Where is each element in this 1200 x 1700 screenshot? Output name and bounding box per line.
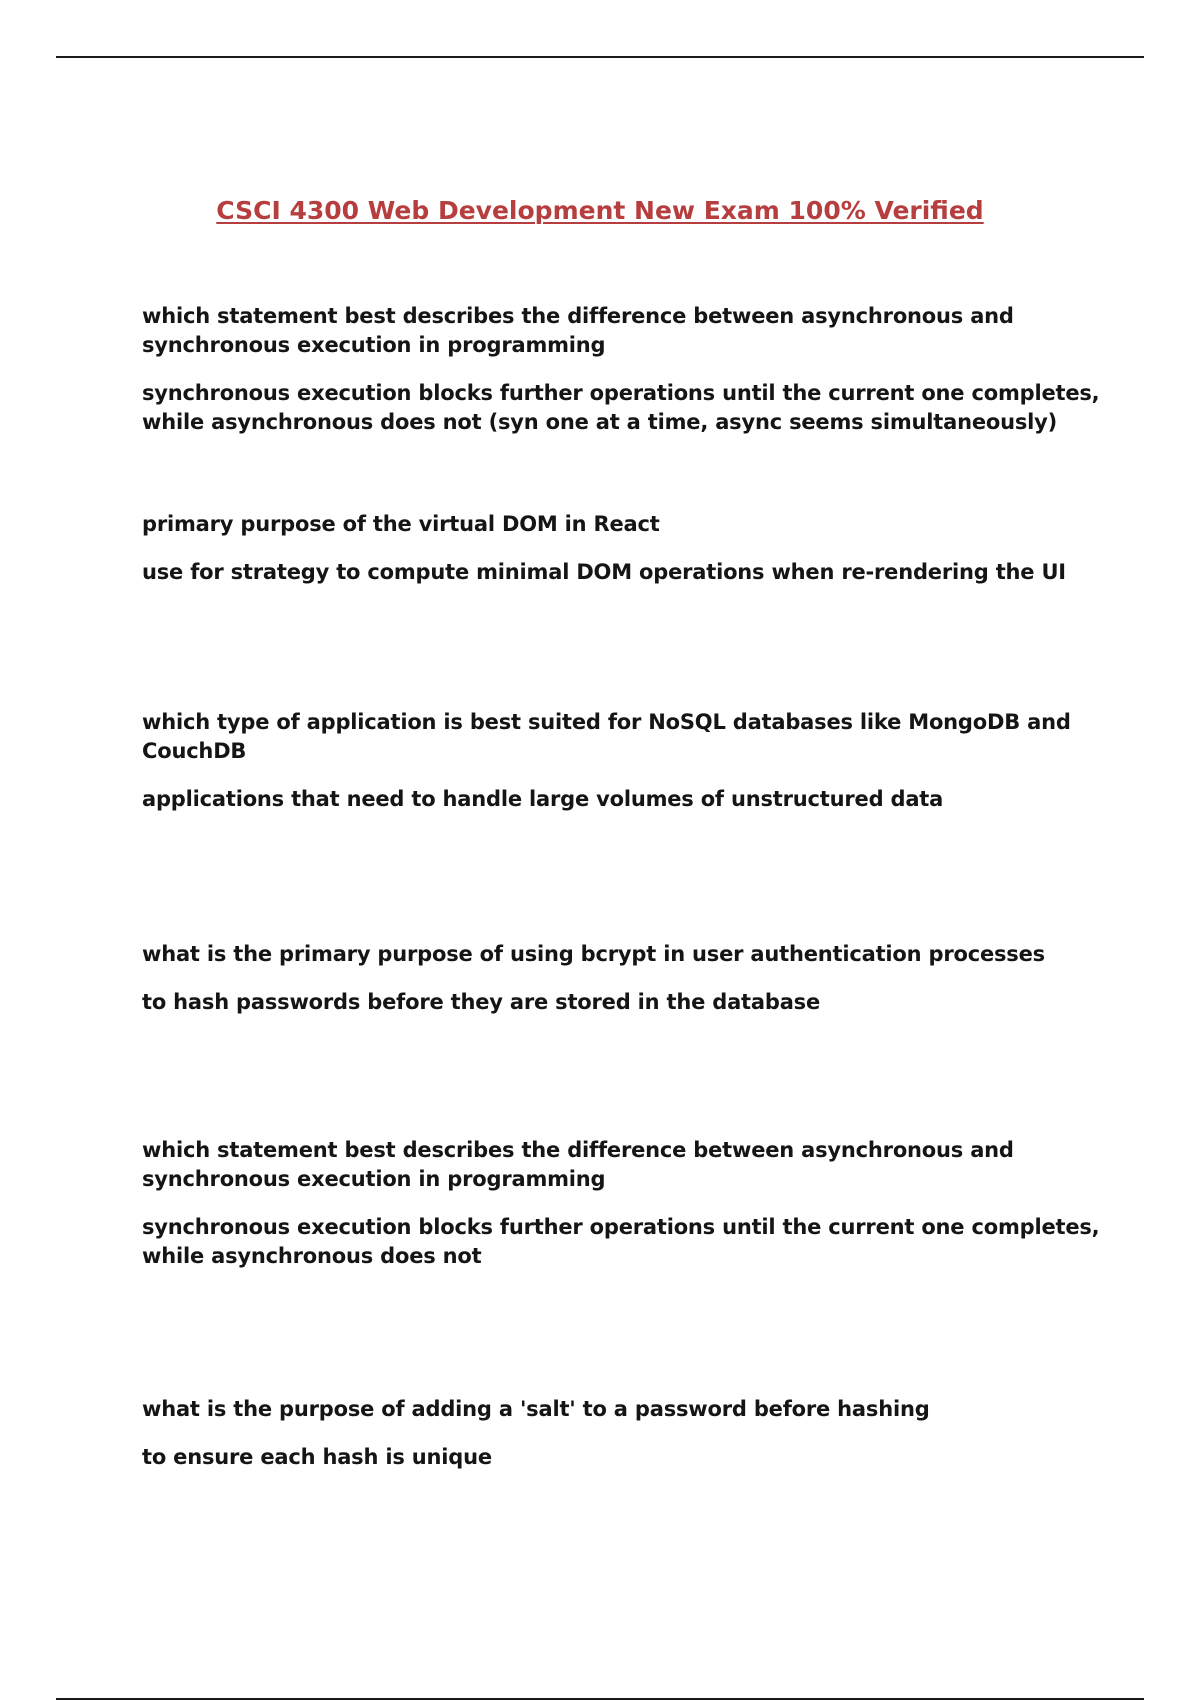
answer-text: to ensure each hash is unique — [142, 1445, 492, 1469]
answer-text: synchronous execution blocks further operations until the current one completes, while asynchronous does not — [142, 1215, 1100, 1268]
answer-text: use for strategy to compute minimal DOM operations when re-rendering the UI — [142, 560, 1066, 584]
answer-text: to hash passwords before they are stored in the database — [142, 990, 821, 1014]
qa-item — [142, 940, 1102, 1017]
qa-item — [142, 1395, 1102, 1472]
question-text: primary purpose of the virtual DOM in React — [142, 512, 660, 536]
question-text: which type of application is best suited for NoSQL databases like MongoDB and CouchDB — [142, 710, 1071, 763]
document-title-text: CSCI 4300 Web Development New Exam 100% Verified — [216, 196, 984, 225]
answer-text: synchronous execution blocks further operations until the current one completes, while asynchronous does not (syn one at a time, async seems simultaneously) — [142, 381, 1100, 434]
document-title — [0, 194, 1200, 228]
qa-item — [142, 708, 1102, 814]
qa-item — [142, 302, 1102, 437]
top-divider — [56, 56, 1144, 58]
answer-text: applications that need to handle large volumes of unstructured data — [142, 787, 944, 811]
question-text: which statement best describes the difference between asynchronous and synchronous execution in programming — [142, 1138, 1014, 1191]
question-text: which statement best describes the difference between asynchronous and synchronous execution in programming — [142, 304, 1014, 357]
question-text: what is the purpose of adding a 'salt' to a password before hashing — [142, 1397, 930, 1421]
qa-item — [142, 1136, 1102, 1271]
question-text: what is the primary purpose of using bcrypt in user authentication processes — [142, 942, 1045, 966]
qa-item — [142, 510, 1102, 587]
